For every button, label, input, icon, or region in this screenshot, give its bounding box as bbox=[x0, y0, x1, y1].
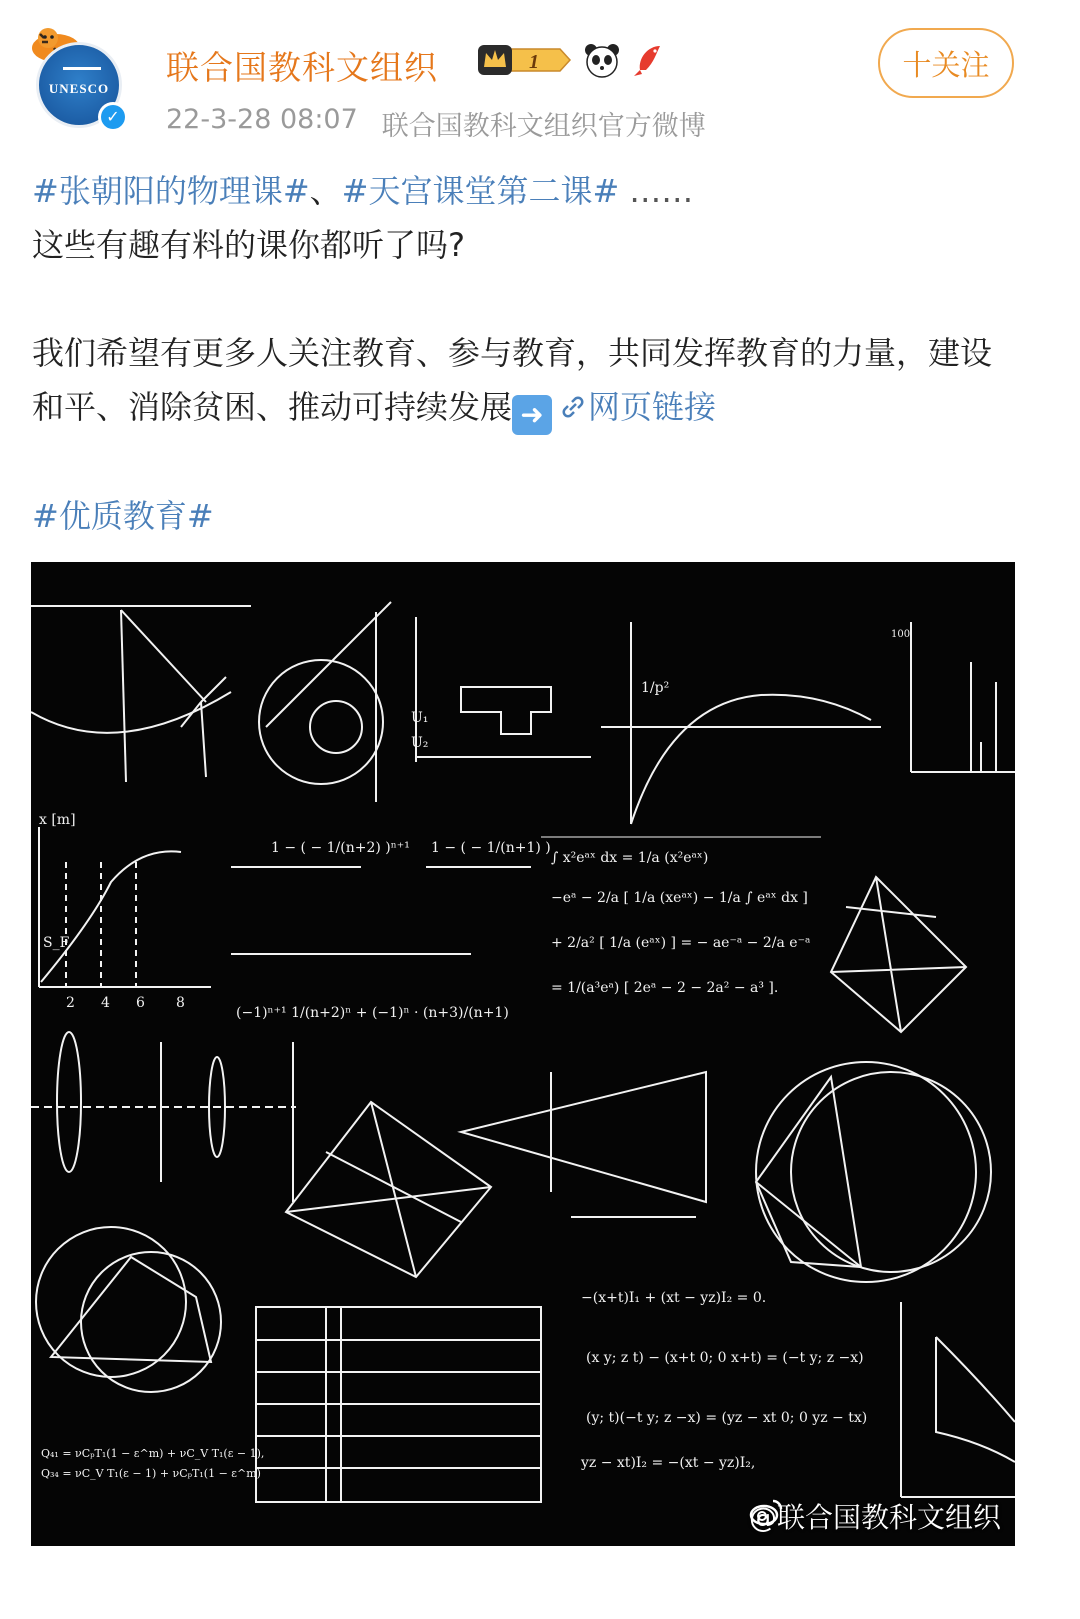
unesco-temple-icon bbox=[63, 67, 101, 79]
svg-text:x [m]: x [m] bbox=[39, 812, 76, 828]
svg-text:(−1)ⁿ⁺¹ 1/(n+2)ⁿ + (−1)ⁿ · (n+: (−1)ⁿ⁺¹ 1/(n+2)ⁿ + (−1)ⁿ · (n+3)/(n+1) bbox=[236, 1005, 509, 1021]
svg-text:1 − ( − 1/(n+1) ): 1 − ( − 1/(n+1) ) bbox=[431, 840, 551, 856]
post-image[interactable] bbox=[31, 562, 1015, 1546]
hashtag-tiangong-class[interactable]: #天宫课堂第二课# bbox=[341, 172, 620, 210]
svg-text:(y; t)(−t y; z −x) = (yz − xt: (y; t)(−t y; z −x) = (yz − xt 0; 0 yz − tx) bbox=[586, 1410, 868, 1426]
svg-text:U₁: U₁ bbox=[411, 710, 429, 726]
physics-chalkboard-illustration bbox=[31, 562, 1015, 1546]
link-icon bbox=[558, 392, 588, 422]
image-watermark bbox=[749, 1496, 1001, 1536]
hashtag-separator: 、 bbox=[309, 172, 342, 210]
user-name[interactable]: 联合国教科文组织 bbox=[166, 48, 438, 87]
ellipsis: …… bbox=[629, 172, 694, 210]
panda-icon bbox=[582, 40, 622, 80]
hashtag-quality-education[interactable]: #优质教育# bbox=[32, 497, 214, 535]
svg-text:U₂: U₂ bbox=[411, 735, 429, 751]
svg-text:= 1/(a³eᵃ) [ 2eᵃ − 2 − 2a² − a: = 1/(a³eᵃ) [ 2eᵃ − 2 − 2a² − a³ ]. bbox=[551, 980, 779, 996]
svg-text:1 − ( − 1/(n+2) )ⁿ⁺¹: 1 − ( − 1/(n+2) )ⁿ⁺¹ bbox=[271, 840, 410, 856]
post-timestamp: 22-3-28 08:07 bbox=[166, 104, 358, 135]
web-link[interactable] bbox=[558, 388, 716, 426]
svg-text:−(x+t)I₁ + (xt − yz)I₂ = 0.: −(x+t)I₁ + (xt − yz)I₂ = 0. bbox=[581, 1290, 767, 1306]
svg-text:4: 4 bbox=[101, 995, 110, 1011]
svg-text:6: 6 bbox=[136, 995, 145, 1011]
svg-text:1/p²: 1/p² bbox=[641, 680, 670, 696]
follow-button-label: 十关注 bbox=[902, 47, 990, 82]
svg-text:∫ x²eᵃˣ dx = 1/a (x²eᵃˣ): ∫ x²eᵃˣ dx = 1/a (x²eᵃˣ) bbox=[551, 850, 709, 866]
paragraph-2-text: 我们希望有更多人关注教育、参与教育，共同发挥教育的力量，建设和平、消除贫困、推动可持续发展 bbox=[32, 334, 993, 426]
post-text bbox=[32, 164, 1022, 543]
vip-level-text: 1 bbox=[529, 51, 539, 73]
follow-button[interactable] bbox=[878, 28, 1014, 98]
watermark-text: @联合国教科文组织 bbox=[748, 1501, 1001, 1534]
svg-text:S_F: S_F bbox=[43, 935, 70, 951]
svg-text:8: 8 bbox=[176, 995, 185, 1011]
vip-crown-icon[interactable] bbox=[476, 41, 572, 79]
post-meta bbox=[166, 104, 706, 143]
svg-text:2: 2 bbox=[66, 995, 75, 1011]
hashtag-physics-class[interactable]: #张朝阳的物理课# bbox=[32, 172, 310, 210]
weibo-logo-icon bbox=[749, 1496, 785, 1526]
web-link-label: 网页链接 bbox=[588, 388, 717, 426]
user-badges bbox=[476, 40, 666, 80]
avatar-container[interactable] bbox=[28, 24, 132, 134]
post-source: 联合国教科文组织官方微博 bbox=[381, 111, 706, 142]
svg-text:Q₄₁ = νCₚT₁(1 − ε^m) + νC_V T₁: Q₄₁ = νCₚT₁(1 − ε^m) + νC_V T₁(ε − 1), bbox=[41, 1447, 265, 1460]
svg-text:+ 2/a² [ 1/a (eᵃˣ) ] = − ae⁻ᵃ: + 2/a² [ 1/a (eᵃˣ) ] = − ae⁻ᵃ − 2/a e⁻ᵃ bbox=[551, 935, 811, 951]
avatar-text: UNESCO bbox=[48, 81, 110, 96]
svg-text:yz − xt)I₂ = −(xt − yz)I₂,: yz − xt)I₂ = −(xt − yz)I₂, bbox=[581, 1455, 756, 1471]
verified-icon: ✓ bbox=[98, 102, 128, 132]
svg-text:Q₃₄ = νC_V T₁(ε − 1) + νCₚT₁(1: Q₃₄ = νC_V T₁(ε − 1) + νCₚT₁(1 − ε^m) bbox=[41, 1467, 261, 1480]
post-paragraph-2 bbox=[32, 326, 1022, 435]
svg-text:−eᵃ − 2/a [ 1/a (xeᵃˣ) − 1/a ∫: −eᵃ − 2/a [ 1/a (xeᵃˣ) − 1/a ∫ eᵃˣ dx ] bbox=[551, 890, 808, 906]
post-line-2: 这些有趣有料的课你都听了吗? bbox=[32, 226, 465, 264]
svg-text:(x y; z t) − (x+t 0; 0 x+t) =: (x y; z t) − (x+t 0; 0 x+t) = (−t y; z −x) bbox=[586, 1350, 864, 1366]
post-line-1 bbox=[32, 164, 1022, 218]
koi-fish-icon bbox=[632, 40, 666, 80]
right-arrow-emoji-icon: ➜ bbox=[512, 395, 552, 435]
post-line-hashtag-3 bbox=[32, 489, 1022, 543]
svg-text:100: 100 bbox=[891, 629, 911, 640]
